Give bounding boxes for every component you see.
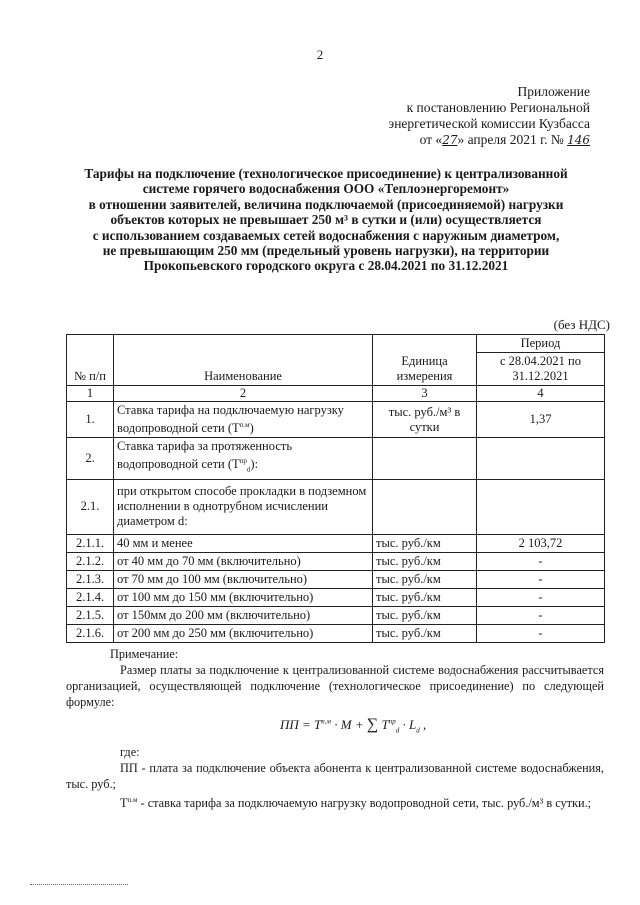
row-num: 2.1.3. (67, 570, 114, 588)
col-number: 2 (114, 386, 373, 402)
appendix-line2: к постановлению Региональной (406, 100, 590, 115)
appendix-block (388, 84, 590, 148)
header-name: Наименование (114, 335, 373, 386)
title-line: в отношении заявителей, величина подключаемой (присоединяемой) нагрузки (88, 196, 564, 212)
row-name: Ставка тарифа за протяженность водопроводной сети $(Т^{пр}_d)$: (114, 438, 373, 480)
row-num: 1. (67, 402, 114, 438)
row-unit: тыс. руб./км (373, 570, 477, 588)
row-unit: тыс. руб./км (373, 624, 477, 642)
notes-heading: Примечание: (110, 647, 179, 661)
title-line: с использованием создаваемых сетей водоснабжения с наружным диаметром, (92, 227, 560, 243)
table-row (67, 588, 605, 606)
title-line: Прокопьевского городского округа с 28.04.2021 по 31.12.2021 (143, 258, 509, 274)
header-period: Период (477, 335, 605, 353)
title-line: не превышающим 250 мм (предельный уровень нагрузки), на территории (102, 243, 550, 259)
row-value: - (477, 588, 605, 606)
row-unit: тыс. руб./км (373, 552, 477, 570)
definition-pp: ПП - плата за подключение объекта абонента к централизованной системе водоснабжения, тыс. руб.; (66, 761, 604, 791)
appendix-line3: энергетической комиссии Кузбасса (388, 116, 590, 131)
table-row (67, 438, 605, 480)
title-line: объектов которых не превышает 250 м³ в сутки и (или) осуществляется (110, 212, 542, 228)
notes-section (66, 646, 604, 710)
row-num: 2. (67, 438, 114, 480)
row-unit: тыс. руб./км (373, 606, 477, 624)
col-number: 4 (477, 386, 605, 402)
where-label: где: (120, 745, 140, 759)
row-num: 2.1.1. (67, 534, 114, 552)
header-period-range: с 28.04.2021 по 31.12.2021 (477, 353, 605, 386)
row-value: - (477, 570, 605, 588)
row-num: 2.1.2. (67, 552, 114, 570)
notes-paragraph: Размер платы за подключение к централизованной системе водоснабжения рассчитывается организацией, осуществляющей подключение (технологическое присоединение) по следующей формуле: (66, 663, 604, 709)
row-name: от 100 мм до 150 мм (включительно) (114, 588, 373, 606)
title-line: Тарифы на подключение (технологическое присоединение) к централизованной (84, 166, 568, 181)
table-row (67, 534, 605, 552)
payment-formula: ПП = $Т^{п.м} \cdot М$ + ∑ $Т^{пр}_d \cdot L_d$ , (280, 716, 427, 735)
date-prefix: от « (419, 132, 443, 147)
row-num: 2.1. (67, 479, 114, 534)
appendix-line1: Приложение (517, 84, 590, 99)
row-unit: тыс. руб./км (373, 588, 477, 606)
table-row (67, 624, 605, 642)
row-value: - (477, 552, 605, 570)
document-title (40, 166, 612, 274)
col-number: 1 (67, 386, 114, 402)
tariff-table (66, 334, 605, 643)
date-day: 27 (442, 133, 458, 147)
table-row (67, 402, 605, 438)
row-unit (373, 438, 477, 480)
footer-divider (30, 884, 128, 885)
row-name: Ставка тарифа на подключаемую нагрузку водопроводной сети $(Т^{п.м})$ (114, 402, 373, 438)
row-value: 2 103,72 (477, 534, 605, 552)
vat-note: (без НДС) (553, 317, 610, 332)
row-value (477, 438, 605, 480)
row-num: 2.1.4. (67, 588, 114, 606)
col-number: 3 (373, 386, 477, 402)
header-unit: Единица измерения (373, 335, 477, 386)
row-name: 40 мм и менее (114, 534, 373, 552)
row-value (477, 479, 605, 534)
definition-t: $Т^{п.м}$ - ставка тарифа за подключаемую нагрузку водопроводной сети, тыс. руб./м³ в сутки.; (120, 796, 592, 811)
date-suffix: » апреля 2021 г. № (457, 132, 564, 147)
row-unit: тыс. руб./м³ в сутки (373, 402, 477, 438)
row-value: - (477, 624, 605, 642)
row-num: 2.1.5. (67, 606, 114, 624)
table-row (67, 552, 605, 570)
table-row (67, 570, 605, 588)
row-name: от 40 мм до 70 мм (включительно) (114, 552, 373, 570)
row-value: - (477, 606, 605, 624)
row-unit (373, 479, 477, 534)
row-name: от 200 мм до 250 мм (включительно) (114, 624, 373, 642)
appendix-date-line (388, 132, 590, 148)
row-value: 1,37 (477, 402, 605, 438)
definitions-section (66, 744, 604, 811)
row-name: от 150мм до 200 мм (включительно) (114, 606, 373, 624)
row-num: 2.1.6. (67, 624, 114, 642)
header-num: № п/п (67, 335, 114, 386)
row-name: при открытом способе прокладки в подземном исполнении в однотрубном исчислении диаметром d: (114, 479, 373, 534)
decree-number: 146 (567, 133, 590, 147)
page-number: 2 (316, 47, 324, 62)
table-row (67, 606, 605, 624)
table-row (67, 479, 605, 534)
row-name: от 70 мм до 100 мм (включительно) (114, 570, 373, 588)
title-line: системе горячего водоснабжения ООО «Теплоэнергоремонт» (142, 181, 510, 197)
row-unit: тыс. руб./км (373, 534, 477, 552)
